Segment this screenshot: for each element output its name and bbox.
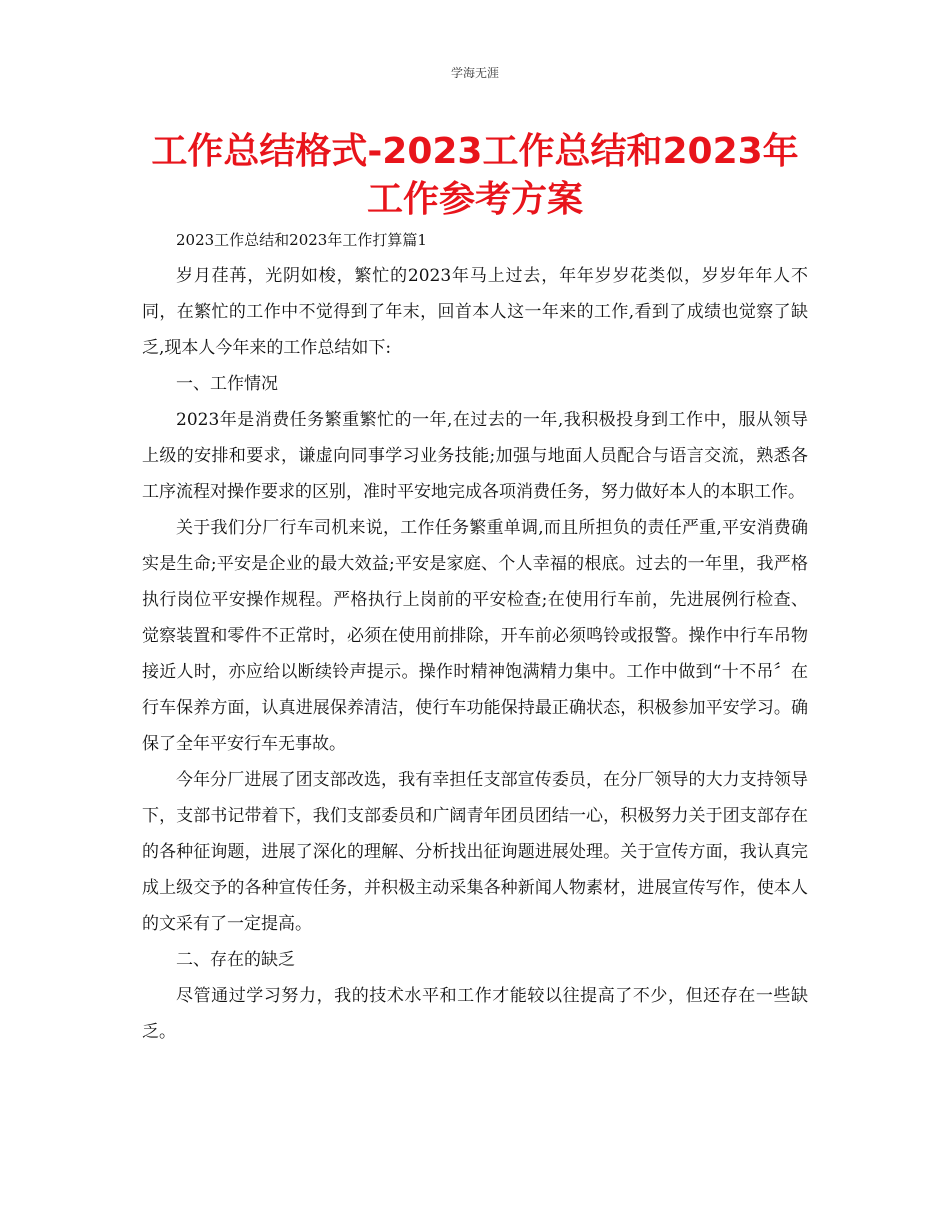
- document-body: [142, 226, 808, 1050]
- document-subtitle: 2023工作总结和2023年工作打算篇1: [176, 231, 427, 249]
- paragraph-youth-league: 今年分厂进展了团支部改选，我有幸担任支部宣传委员，在分厂领导的大力支持领导下，支部书记带着下，我们支部委员和广阔青年团员团结一心，积极努力关于团支部存在的各种征询题，进展了深化的理解、分析找出征询题进展处理。关于宣传方面，我认真完成上级交予的各种宣传任务，并积极主动采集各种新闻人物素材，进展宣传写作，使本人的文采有了一定提高。: [142, 770, 808, 934]
- paragraph-shortcomings: 尽管通过学习努力，我的技术水平和工作才能较以往提高了不少，但还存在一些缺乏。: [142, 986, 808, 1042]
- section-heading-shortcomings: 二、存在的缺乏: [176, 950, 295, 970]
- document-title: 工作总结格式-2023工作总结和2023年工作参考方案: [151, 131, 799, 220]
- paragraph-safety: 关于我们分厂行车司机来说，工作任务繁重单调,而且所担负的责任严重,平安消费确实是生命;平安是企业的最大效益;平安是家庭、个人幸福的根底。过去的一年里，我严格执行岗位平安操作规程。严格执行上岗前的平安检查;在使用行车前，先进展例行检查、觉察装置和零件不正常时，必须在使用前排除，开车前必须鸣铃或报警。操作中行车吊物接近人时，亦应给以断续铃声提示。操作时精神饱满精力集中。工作中做到“十不吊〞在行车保养方面，认真进展保养清洁，使行车功能保持最正确状态，积极参加平安学习。确保了全年平安行车无事故。: [142, 518, 808, 754]
- paragraph-work-overview: 2023年是消费任务繁重繁忙的一年,在过去的一年,我积极投身到工作中，服从领导上级的安排和要求，谦虚向同事学习业务技能;加强与地面人员配合与语言交流，熟悉各工序流程对操作要求的区别，准时平安地完成各项消费任务，努力做好本人的本职工作。: [142, 410, 808, 502]
- section-heading-work-status: 一、工作情况: [176, 374, 278, 394]
- paragraph-intro: 岁月荏苒，光阴如梭，繁忙的2023年马上过去，年年岁岁花类似，岁岁年年人不同，在繁忙的工作中不觉得到了年末，回首本人这一年来的工作,看到了成绩也觉察了缺乏,现本人今年来的工作总结如下:: [142, 266, 808, 358]
- page-header: 学海无涯: [450, 66, 499, 80]
